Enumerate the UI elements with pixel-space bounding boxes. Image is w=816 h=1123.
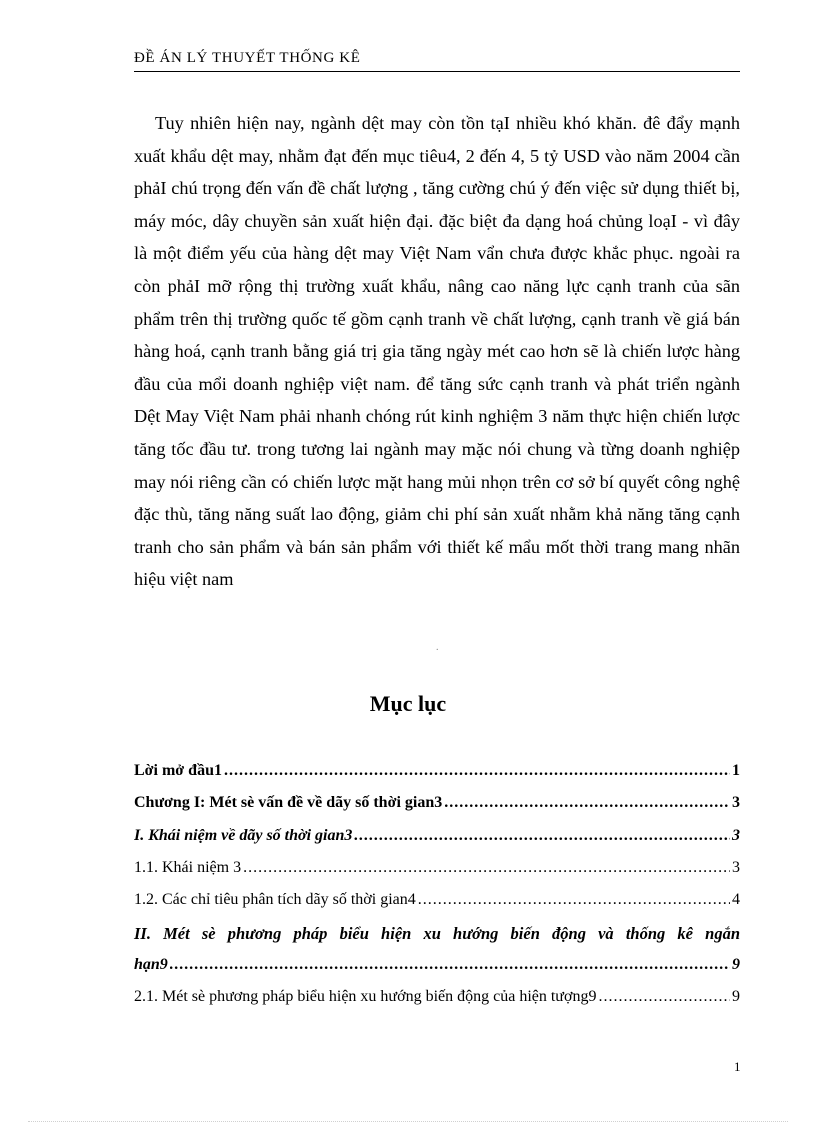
toc-leader	[444, 789, 730, 817]
toc-entry-text: Chương I: Mét sè vấn đề về dãy số thời gian3	[134, 794, 443, 812]
toc-entry[interactable]	[134, 757, 740, 789]
toc-entry[interactable]	[134, 886, 740, 918]
toc-entry[interactable]	[134, 951, 740, 983]
toc-entry-page: 3	[732, 794, 740, 812]
toc-entry[interactable]	[134, 983, 740, 1015]
toc-entry-page: 4	[732, 891, 740, 909]
toc-leader	[354, 822, 730, 850]
toc-entry-text: hạn9	[134, 955, 168, 973]
toc-entry-text: 1.1. Khái niệm 3	[134, 858, 242, 876]
toc-leader	[170, 951, 730, 979]
toc-entry-page: 3	[732, 826, 740, 844]
toc-entry-text: I. Khái niệm về dãy số thời gian3	[134, 826, 353, 844]
page-header: ĐỀ ÁN LÝ THUYẾT THỐNG KÊ	[134, 47, 740, 72]
toc-entry-wrapped[interactable]	[134, 918, 740, 950]
toc-entry-page: 9	[732, 988, 740, 1006]
toc-leader	[224, 757, 730, 785]
page-bottom-border	[28, 1121, 788, 1122]
toc-leader	[243, 854, 730, 882]
toc-entry[interactable]	[134, 789, 740, 821]
toc-entry-text: Lời mở đầu1	[134, 762, 222, 779]
toc-entry-text: 2.1. Mét sè phương pháp biểu hiện xu hướng biến động của hiện tượng9	[134, 988, 597, 1006]
toc-entry[interactable]	[134, 854, 740, 886]
stray-dot: .	[436, 642, 439, 653]
body-paragraph: Tuy nhiên hiện nay, ngành dệt may còn tồn tạI nhiều khó khăn. đê đẩy mạnh xuất khẩu dệt may, nhằm đạt đến mục tiêu4, 2 đến 4, 5 tỷ USD vào năm 2004 cần phảI chú trọng đến vấn đề chất lượng , tăng cường chú ý đến việc sử dụng thiết bị, máy móc, dây chuyền sản xuất hiện đại. đặc biệt đa dạng hoá chủng loạI - vì đây là một điểm yếu của hàng dệt may Việt Nam vẩn chưa được khắc phục. ngoài ra còn phảI mỡ rộng thị trường xuất khẩu, nâng cao năng lực cạnh tranh của sãn phẩm trên thị trường quốc tế gồm cạnh tranh về chất lượng, cạnh tranh về giá bán hàng hoá, cạnh tranh bằng giá trị gia tăng ngày mét cao hơn sẽ là chiến lược hàng đầu của mổi doanh nghiệp việt nam. để tăng sức cạnh tranh và phát triển ngành Dệt May Việt Nam phải nhanh chóng rút kinh nghiệm 3 năm thực hiện chiến lược tăng tốc đầu tư. trong tương lai ngành may mặc nói chung và từng doanh nghiệp may nói riêng cần có chiến lược mặt hang mủi nhọn trên cơ sở bí quyết công nghệ đặc thù, tăng năng suất lao động, giảm chi phí sản xuất nhằm khả năng tăng cạnh tranh cho sản phẩm và bán sản phẩm với thiết kế mẩu mốt thời trang mang nhãn hiệu việt nam	[134, 113, 740, 590]
toc-entry-page: 9	[732, 955, 740, 973]
toc-entry-page: 3	[732, 858, 740, 876]
toc-entry-text: 1.2. Các chỉ tiêu phân tích dãy số thời gian4	[134, 891, 416, 909]
table-of-contents	[134, 757, 740, 1015]
toc-title: Mục lục	[369, 691, 447, 716]
page-number: 1	[734, 1059, 741, 1074]
toc-entry[interactable]	[134, 822, 740, 854]
toc-entry-text: II. Mét sè phương pháp biểu hiện xu hướng biến động và thống kê ngắn	[134, 924, 740, 944]
toc-leader	[598, 983, 730, 1011]
toc-entry-page: 1	[732, 762, 740, 779]
toc-leader	[418, 886, 730, 914]
